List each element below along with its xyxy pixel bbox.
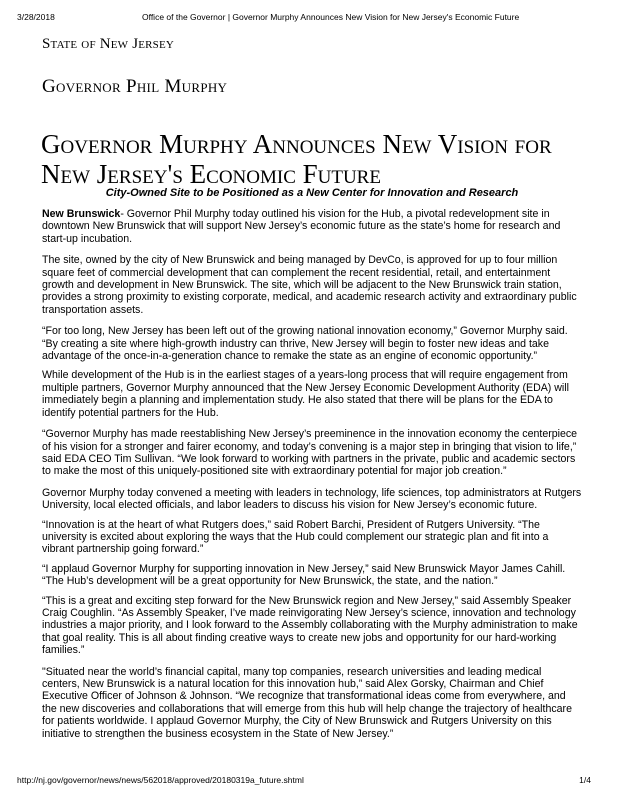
article-paragraph: The site, owned by the city of New Brunswick and being managed by DevCo, is approved for up to four million square feet of commercial development that can complement the recent residential, retail, and entertainment growth and development in New Brunswick. The site, which will be adjacent to the New Brunswick train station, provides a strong proximity to existing corporate, medical, and academic research activity and extraordinary public transportation assets. <box>42 254 577 316</box>
article-paragraph: “For too long, New Jersey has been left out of the growing national innovation economy,” Governor Murphy said. “By creating a site where high-growth industry can thrive, New Jersey will begin to foster new ideas and take advantage of the once-in-a-generation chance to remake the state as an engine of economic opportunity.” <box>42 325 568 363</box>
article-paragraph: “This is a great and exciting step forward for the New Brunswick region and New Jersey,” said Assembly Speaker Craig Coughlin. “As Assembly Speaker, I’ve made reinvigorating New Jersey’s science, innovation and technology industries a major priority, and I look forward to the Assembly collaborating with the Murphy administration to make that goal reality. This is all about finding creative ways to create new jobs and opportunity for our hard-working families.” <box>42 594 578 657</box>
article-body <box>42 208 582 749</box>
print-header <box>0 12 618 26</box>
print-page-number: 1/4 <box>579 775 591 785</box>
print-footer <box>0 775 618 789</box>
print-url: http://nj.gov/governor/news/news/562018/approved/20180319a_future.shtml <box>17 775 304 785</box>
article-subheadline: City-Owned Site to be Positioned as a New Center for Innovation and Research <box>105 187 519 199</box>
dateline: New Brunswick <box>42 208 121 220</box>
article-paragraph: Governor Murphy today convened a meeting with leaders in technology, life sciences, top administrators at Rutgers University, local elected officials, and labor leaders to discuss his vision for New Jersey’s economic future. <box>42 486 582 512</box>
state-name-link[interactable]: State of New Jersey <box>42 36 175 52</box>
print-page-title: Office of the Governor | Governor Murphy Announces New Vision for New Jersey's Economic Future <box>142 12 520 22</box>
lead-text: - Governor Phil Murphy today outlined his vision for the Hub, a pivotal redevelopment site in downtown New Brunswick that will support New Jersey’s economic future as the state’s home for research and start-up incubation. <box>42 208 561 245</box>
page-title: Governor Murphy Announces New Vision for New Jersey's Economic Future <box>41 129 552 189</box>
article-paragraph: “Governor Murphy has made reestablishing New Jersey’s preeminence in the innovation economy the centerpiece of his vision for a stronger and fairer economy, and today’s convening is a major step in bringing that vision to life,” said EDA CEO Tim Sullivan. “We look forward to working with partners in the private, public and academic sectors to make the most of this uniquely-positioned site with extraordinary potential for major job creation.” <box>42 428 578 478</box>
article-paragraph: “Innovation is at the heart of what Rutgers does,” said Robert Barchi, President of Rutgers University. “The university is excited about exploring the ways that the Hub could complement our strategic plan and fit into a vibrant partnership going forward.” <box>42 518 549 556</box>
article-paragraph: While development of the Hub is in the earliest stages of a years-long process that will require engagement from multiple partners, Governor Murphy announced that the New Jersey Economic Development Authority (EDA) will immediately begin a planning and implementation study. He also stated that there will be plans for the EDA to identify potential partners for the Hub. <box>42 369 569 419</box>
article-paragraph: “I applaud Governor Murphy for supporting innovation in New Jersey,” said New Brunswick Mayor James Cahill. “The Hub’s development will be a great opportunity for New Brunswick, the state, and the nation.” <box>42 562 566 588</box>
article-paragraph: "Situated near the world’s financial capital, many top companies, research universities and leading medical centers, New Brunswick is a natural location for this innovation hub,” said Alex Gorsky, Chairman and Chief Executive Officer of Johnson & Johnson. “We recognize that transformational ideas come from everywhere, and the new discoveries and collaborations that will emerge from this hub will help change the trajectory of healthcare for patients worldwide. I applaud Governor Murphy, the City of New Brunswick and Rutgers University on this initiative to strengthen the business ecosystem in the State of New Jersey.” <box>42 665 572 740</box>
office-name-link[interactable]: Governor Phil Murphy <box>42 76 228 97</box>
lead-paragraph <box>42 208 582 245</box>
print-date: 3/28/2018 <box>17 12 55 22</box>
